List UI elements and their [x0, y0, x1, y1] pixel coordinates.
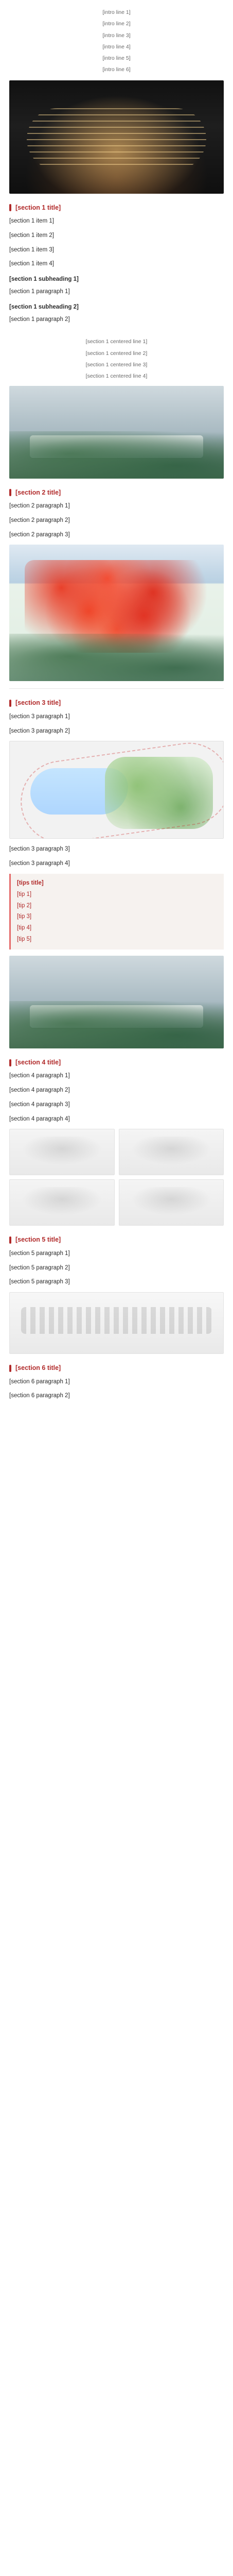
tips-box [9, 874, 224, 950]
section-paragraph: [section 3 paragraph 1] [9, 713, 70, 720]
section-paragraph: [section 3 paragraph 3] [9, 846, 70, 853]
subheading: [section 1 subheading 2] [9, 303, 79, 310]
section-paragraph: [section 6 paragraph 2] [9, 1393, 70, 1399]
intro-line: [intro line 3] [102, 32, 131, 39]
section-paragraph: [section 4 paragraph 4] [9, 1115, 70, 1122]
gallery-image [119, 1179, 224, 1226]
tips-row: [tip 4] [17, 925, 32, 931]
section-title-bar [9, 1059, 11, 1066]
section-title-text: [section 4 title] [15, 1058, 61, 1066]
section-title [9, 1235, 224, 1245]
gallery-image [9, 1179, 115, 1226]
section-title-bar [9, 204, 11, 211]
photo-building [9, 386, 224, 479]
section-title [9, 1363, 224, 1373]
section-paragraph: [section 5 paragraph 1] [9, 1250, 70, 1257]
section-paragraph: [section 1 paragraph 1] [9, 289, 70, 295]
section-paragraph: [section 1 item 4] [9, 261, 54, 267]
section-paragraph: [section 2 paragraph 1] [9, 502, 70, 509]
tips-title: [tips title] [17, 879, 44, 886]
section-title-bar [9, 1365, 11, 1372]
section-paragraph: [section 3 paragraph 2] [9, 727, 70, 734]
section-paragraph: [section 1 paragraph 2] [9, 316, 70, 323]
intro-lines [0, 0, 233, 74]
section-title [9, 698, 224, 708]
section-title-text: [section 2 title] [15, 488, 61, 496]
map-route [15, 741, 224, 839]
section-title-text: [section 1 title] [15, 204, 61, 211]
hero-building-bands [27, 108, 206, 170]
hill-shapes [9, 1001, 224, 1048]
section-paragraph: [section 3 paragraph 4] [9, 860, 70, 867]
intro-line: [intro line 1] [102, 9, 131, 15]
section-title-bar [9, 700, 11, 707]
tips-row: [tip 2] [17, 902, 32, 909]
center-lines [0, 329, 233, 380]
divider [9, 688, 224, 689]
photo-exterior [9, 956, 224, 1048]
center-line: [section 1 centered line 1] [85, 338, 148, 345]
photo-flowering-tree [9, 545, 224, 681]
center-line: [section 1 centered line 4] [85, 373, 148, 380]
section-paragraph: [section 4 paragraph 1] [9, 1073, 70, 1079]
intro-line: [intro line 4] [102, 43, 131, 50]
gallery-image [119, 1129, 224, 1175]
section-title [9, 1058, 224, 1067]
section-title [9, 203, 224, 213]
center-line: [section 1 centered line 3] [85, 362, 148, 368]
tips-row: [tip 3] [17, 913, 32, 920]
section-paragraph: [section 1 item 2] [9, 232, 54, 239]
section-paragraph: [section 4 paragraph 2] [9, 1087, 70, 1094]
section-paragraph: [section 6 paragraph 1] [9, 1378, 70, 1385]
section-title-text: [section 6 title] [15, 1364, 61, 1372]
intro-line: [intro line 6] [102, 66, 131, 73]
gallery-image [9, 1129, 115, 1175]
section-paragraph: [section 5 paragraph 2] [9, 1264, 70, 1271]
section-paragraph: [section 1 item 1] [9, 217, 54, 224]
hill-shapes [9, 634, 224, 681]
end-photo [9, 1292, 224, 1354]
hill-shapes [9, 431, 224, 479]
section-title [9, 488, 224, 498]
hero-image [9, 80, 224, 194]
intro-line: [intro line 5] [102, 55, 131, 62]
section-paragraph: [section 1 item 3] [9, 246, 54, 253]
section-paragraph: [section 4 paragraph 3] [9, 1101, 70, 1108]
center-line: [section 1 centered line 2] [85, 350, 148, 357]
intro-line: [intro line 2] [102, 21, 131, 27]
tips-row: [tip 5] [17, 936, 32, 943]
section-paragraph: [section 2 paragraph 3] [9, 531, 70, 538]
image-gallery [9, 1129, 224, 1226]
map-diagram [9, 741, 224, 839]
section-title-bar [9, 489, 11, 496]
section-title-bar [9, 1236, 11, 1244]
subheading: [section 1 subheading 1] [9, 276, 79, 283]
section-title-text: [section 3 title] [15, 699, 61, 707]
section-paragraph: [section 2 paragraph 2] [9, 517, 70, 523]
section-title-text: [section 5 title] [15, 1236, 61, 1244]
section-paragraph: [section 5 paragraph 3] [9, 1279, 70, 1285]
tips-row: [tip 1] [17, 891, 32, 897]
